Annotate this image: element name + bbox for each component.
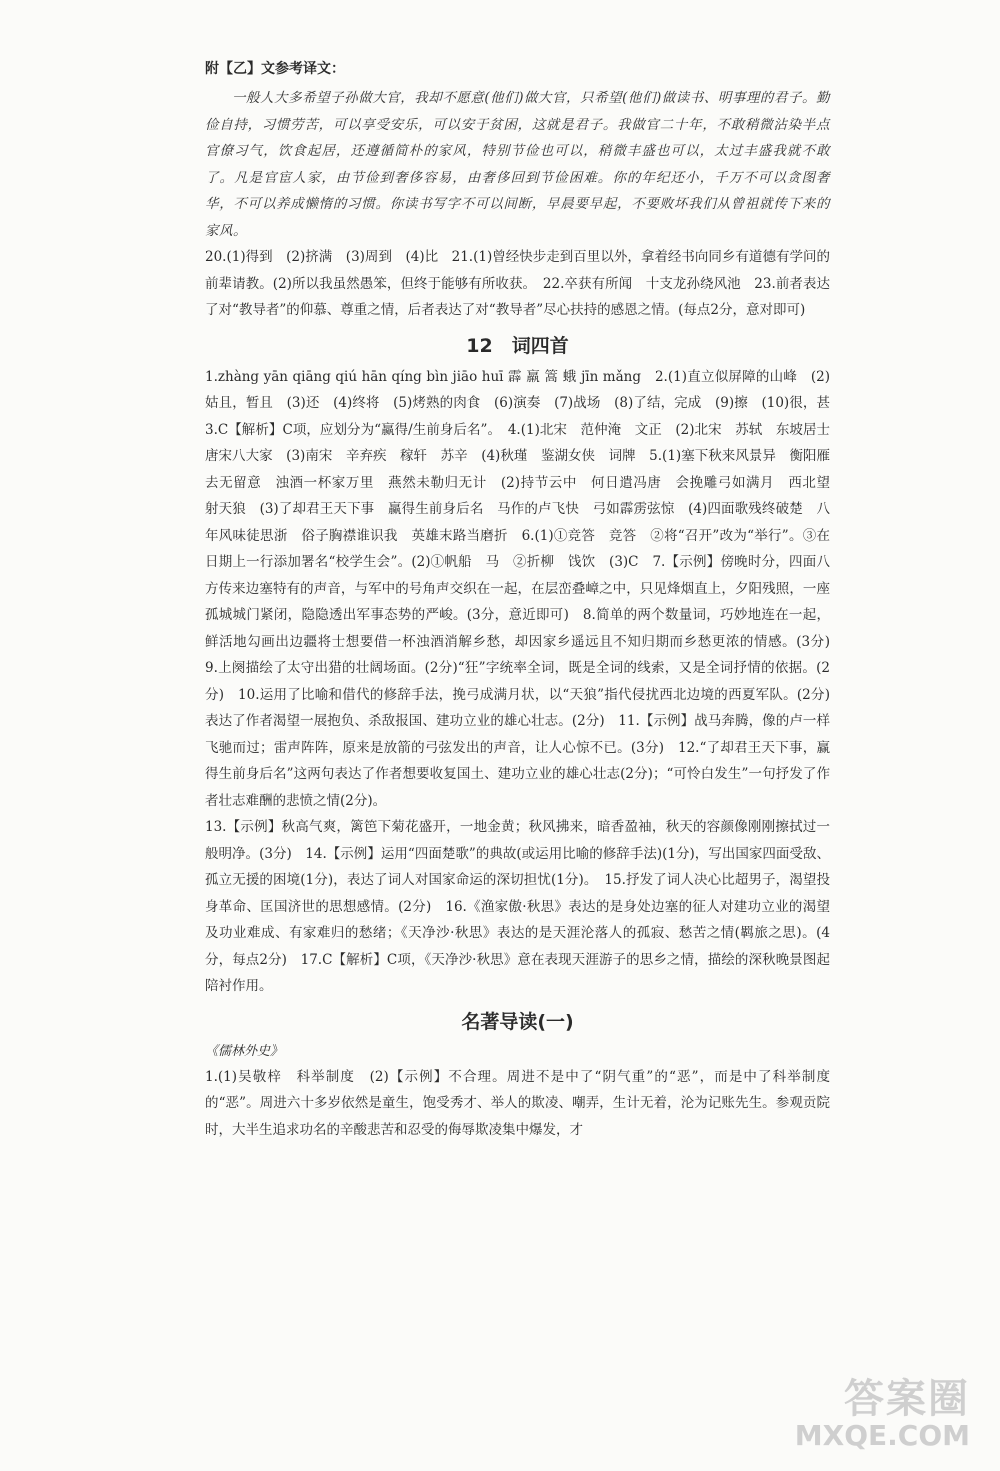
translation-body: 一般人大多希望子孙做大官，我却不愿意(他们)做大官，只希望(他们)做读书、明事理的君子。勤俭自持，习惯劳苦，可以享受安乐，可以安于贫困，这就是君子。我做官二十年，不敢稍微沾染半点官僚习气，饮食起居，还遵循简朴的家风，特别节俭也可以，稍微丰盛也可以，太过丰盛我就不敢了。凡是官宦人家，由节俭到奢侈容易，由奢侈回到节俭困难。你的年纪还小，千万不可以贪图奢华，不可以养成懒惰的习惯。你读书写字不可以间断，早晨要早起，不要败坏我们从曾祖就传下来的家风。 xyxy=(205,90,830,239)
watermark xyxy=(795,1377,970,1451)
answer-page xyxy=(205,55,844,1143)
watermark-url: MXQE.COM xyxy=(794,1419,970,1452)
book-title: 《儒林外史》 xyxy=(205,1043,284,1059)
watermark-logo: 答案圈 xyxy=(844,1376,970,1422)
section-title-famous-books: 名著导读(一) xyxy=(461,1010,574,1033)
famous-books-answers: 1.(1)吴敬梓 科举制度 (2)【示例】不合理。周进不是中了“阴气重”的“恶”，而是中了科举制度的“恶”。周进六十多岁依然是童生，饱受秀才、举人的欺凌、嘲弄，生计无着，沦为记账先生。参观贡院时，大半生追求功名的辛酸悲苦和忍受的侮辱欺凌集中爆发，才 xyxy=(205,1068,830,1138)
section-12-answers: 1.zhàng yān qiāng qiú hān qíng bìn jiāo huī 霹 羸 篙 蛾 jīn mǎng 2.(1)直立似屏障的山峰 (2)姑且，暂且 (3)还 (4)终将 (5)烤熟的肉食 (6)演奏 (7)战场 (8)了结，完成 (9)擦 (10)很，甚 3.C【解析】C项，应划分为“赢得/生前身后名”。 4.(1)北宋 范仲淹 文正 (2)北宋 苏轼 东坡居士 唐宋八大家 (3)南宋 辛弃疾 稼轩 苏辛 (4)秋瑾 鉴湖女侠 词牌 5.(1)塞下秋来风景异 衡阳雁去无留意 浊酒一杯家万里 燕然未勒归无计 (2)持节云中 何日遣冯唐 会挽雕弓如满月 西北望 射天狼 (3)了却君王天下事 赢得生前身后名 马作的卢飞快 弓如霹雳弦惊 (4)四面歌残终破楚 八年风味徒思浙 俗子胸襟谁识我 英雄末路当磨折 6.(1)①竞答 竞答 ②将“召开”改为“举行”。③在日期上一行添加署名“校学生会”。(2)①帆船 马 ②折柳 饯饮 (3)C 7.【示例】傍晚时分，四面八方传来边塞特有的声音，与军中的号角声交织在一起，在层峦叠嶂之中，只见烽烟直上，夕阳残照，一座孤城城门紧闭，隐隐透出军事态势的严峻。(3分，意近即可) 8.简单的两个数量词，巧妙地连在一起，鲜活地勾画出边疆将士想要借一杯浊酒消解乡愁，却因家乡遥远且不知归期而乡愁更浓的情感。(3分) 9.上阕描绘了太守出猎的壮阔场面。(2分)“狂”字统率全词，既是全词的线索，又是全词抒情的依据。(2分) 10.运用了比喻和借代的修辞手法，挽弓成满月状，以“天狼”指代侵扰西北边境的西夏军队。(2分)表达了作者渴望一展抱负、杀敌报国、建功立业的雄心壮志。(2分) 11.【示例】战马奔腾，像的卢一样飞驰而过；雷声阵阵，原来是放箭的弓弦发出的声音，让人心惊不已。(3分) 12.“了却君王天下事，赢得生前身后名”这两句表达了作者想要收复国土、建功立业的雄心壮志(2分)；“可怜白发生”一句抒发了作者壮志难酬的悲愤之情(2分)。 xyxy=(205,368,844,809)
section-title-12: 12 词四首 xyxy=(466,334,569,357)
translation-heading: 附【乙】文参考译文： xyxy=(205,61,345,77)
answers-20-23: 20.(1)得到 (2)挤满 (3)周到 (4)比 21.(1)曾经快步走到百里以外，拿着经书向同乡有道德有学问的前辈请教。(2)所以我虽然愚笨，但终于能够有所收获。 22.卒获有所闻 十支龙孙绕风池 23.前者表达了对“教导者”的仰慕、尊重之情，后者表达了对“教导者”尽心扶持的感恩之情。(每点2分，意对即可) xyxy=(205,249,830,318)
section-12-answers-continued: 13.【示例】秋高气爽，篱笆下菊花盛开，一地金黄；秋风拂来，暗香盈袖，秋天的容颜像刚刚擦拭过一般明净。(3分) 14.【示例】运用“四面楚歌”的典故(或运用比喻的修辞手法)(1分)，写出国家四面受敌、孤立无援的困境(1分)，表达了词人对国家命运的深切担忧(1分)。 15.抒发了词人决心比超男子，渴望投身革命、匡国济世的思想感情。(2分) 16.《渔家傲·秋思》表达的是身处边塞的征人对建功立业的渴望及功业难成、有家难归的愁绪；《天净沙·秋思》表达的是天涯沦落人的孤寂、愁苦之情(羁旅之思)。(4分，每点2分) 17.C【解析】C项，《天净沙·秋思》意在表现天涯游子的思乡之情，描绘的深秋晚景图起陪衬作用。 xyxy=(205,819,830,994)
